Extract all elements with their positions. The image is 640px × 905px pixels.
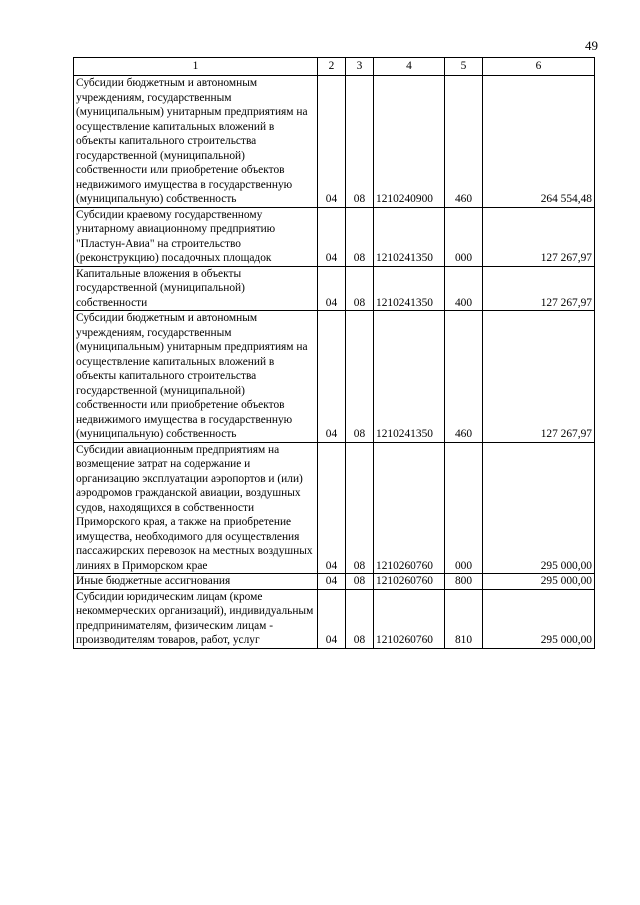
table-header-row (74, 58, 595, 76)
row-subsection: 08 (346, 266, 374, 311)
header-cell: 4 (374, 58, 445, 76)
table-row (74, 442, 595, 574)
table-row (74, 266, 595, 311)
header-cell: 5 (445, 58, 483, 76)
budget-table (73, 57, 595, 649)
row-target-code: 1210241350 (374, 311, 445, 443)
row-amount: 295 000,00 (483, 442, 595, 574)
row-expense-type: 000 (445, 442, 483, 574)
row-target-code: 1210260760 (374, 589, 445, 648)
row-expense-type: 810 (445, 589, 483, 648)
row-section: 04 (318, 589, 346, 648)
row-name: Субсидии юридическим лицам (кроме некоммерческих организаций), индивидуальным предпринимателям, физическим лицам - производителям товаров, работ, услуг (74, 589, 318, 648)
row-section: 04 (318, 266, 346, 311)
row-target-code: 1210241350 (374, 266, 445, 311)
row-name: Субсидии краевому государственному унитарному авиационному предприятию "Пластун-Авиа" на строительство (реконструкцию) посадочных площадок (74, 207, 318, 266)
row-target-code: 1210240900 (374, 76, 445, 208)
row-expense-type: 800 (445, 574, 483, 590)
row-section: 04 (318, 311, 346, 443)
header-cell: 3 (346, 58, 374, 76)
row-expense-type: 460 (445, 76, 483, 208)
row-section: 04 (318, 574, 346, 590)
row-target-code: 1210260760 (374, 574, 445, 590)
page-number: 49 (585, 38, 598, 53)
row-amount: 127 267,97 (483, 311, 595, 443)
row-amount: 127 267,97 (483, 266, 595, 311)
row-name: Субсидии авиационным предприятиям на возмещение затрат на содержание и организацию эксплуатации аэропортов и (или) аэродромов гражданской авиации, воздушных судов, находящихся в собственности Приморского края, а также на приобретение имущества, необходимого для осуществления пассажирских перевозок на местных воздушных линиях в Приморском крае (74, 442, 318, 574)
row-amount: 295 000,00 (483, 589, 595, 648)
row-name: Иные бюджетные ассигнования (74, 574, 318, 590)
header-cell: 6 (483, 58, 595, 76)
row-section: 04 (318, 207, 346, 266)
header-cell: 1 (74, 58, 318, 76)
row-subsection: 08 (346, 589, 374, 648)
row-subsection: 08 (346, 442, 374, 574)
row-subsection: 08 (346, 207, 374, 266)
table-row (74, 589, 595, 648)
row-subsection: 08 (346, 76, 374, 208)
row-section: 04 (318, 442, 346, 574)
row-amount: 295 000,00 (483, 574, 595, 590)
table-row (74, 76, 595, 208)
header-cell: 2 (318, 58, 346, 76)
row-section: 04 (318, 76, 346, 208)
table-row (74, 574, 595, 590)
row-name: Капитальные вложения в объекты государственной (муниципальной) собственности (74, 266, 318, 311)
row-name: Субсидии бюджетным и автономным учреждениям, государственным (муниципальным) унитарным предприятиям на осуществление капитальных вложений в объекты капитального строительства государственной (муниципальной) собственности или приобретение объектов недвижимого имущества в государственную (муниципальную) собственность (74, 76, 318, 208)
row-name: Субсидии бюджетным и автономным учреждениям, государственным (муниципальным) унитарным предприятиям на осуществление капитальных вложений в объекты капитального строительства государственной (муниципальной) собственности или приобретение объектов недвижимого имущества в государственную (муниципальную) собственность (74, 311, 318, 443)
row-expense-type: 400 (445, 266, 483, 311)
row-amount: 264 554,48 (483, 76, 595, 208)
row-amount: 127 267,97 (483, 207, 595, 266)
row-target-code: 1210241350 (374, 207, 445, 266)
row-expense-type: 460 (445, 311, 483, 443)
row-expense-type: 000 (445, 207, 483, 266)
row-subsection: 08 (346, 574, 374, 590)
row-subsection: 08 (346, 311, 374, 443)
table-row (74, 207, 595, 266)
row-target-code: 1210260760 (374, 442, 445, 574)
table-row (74, 311, 595, 443)
